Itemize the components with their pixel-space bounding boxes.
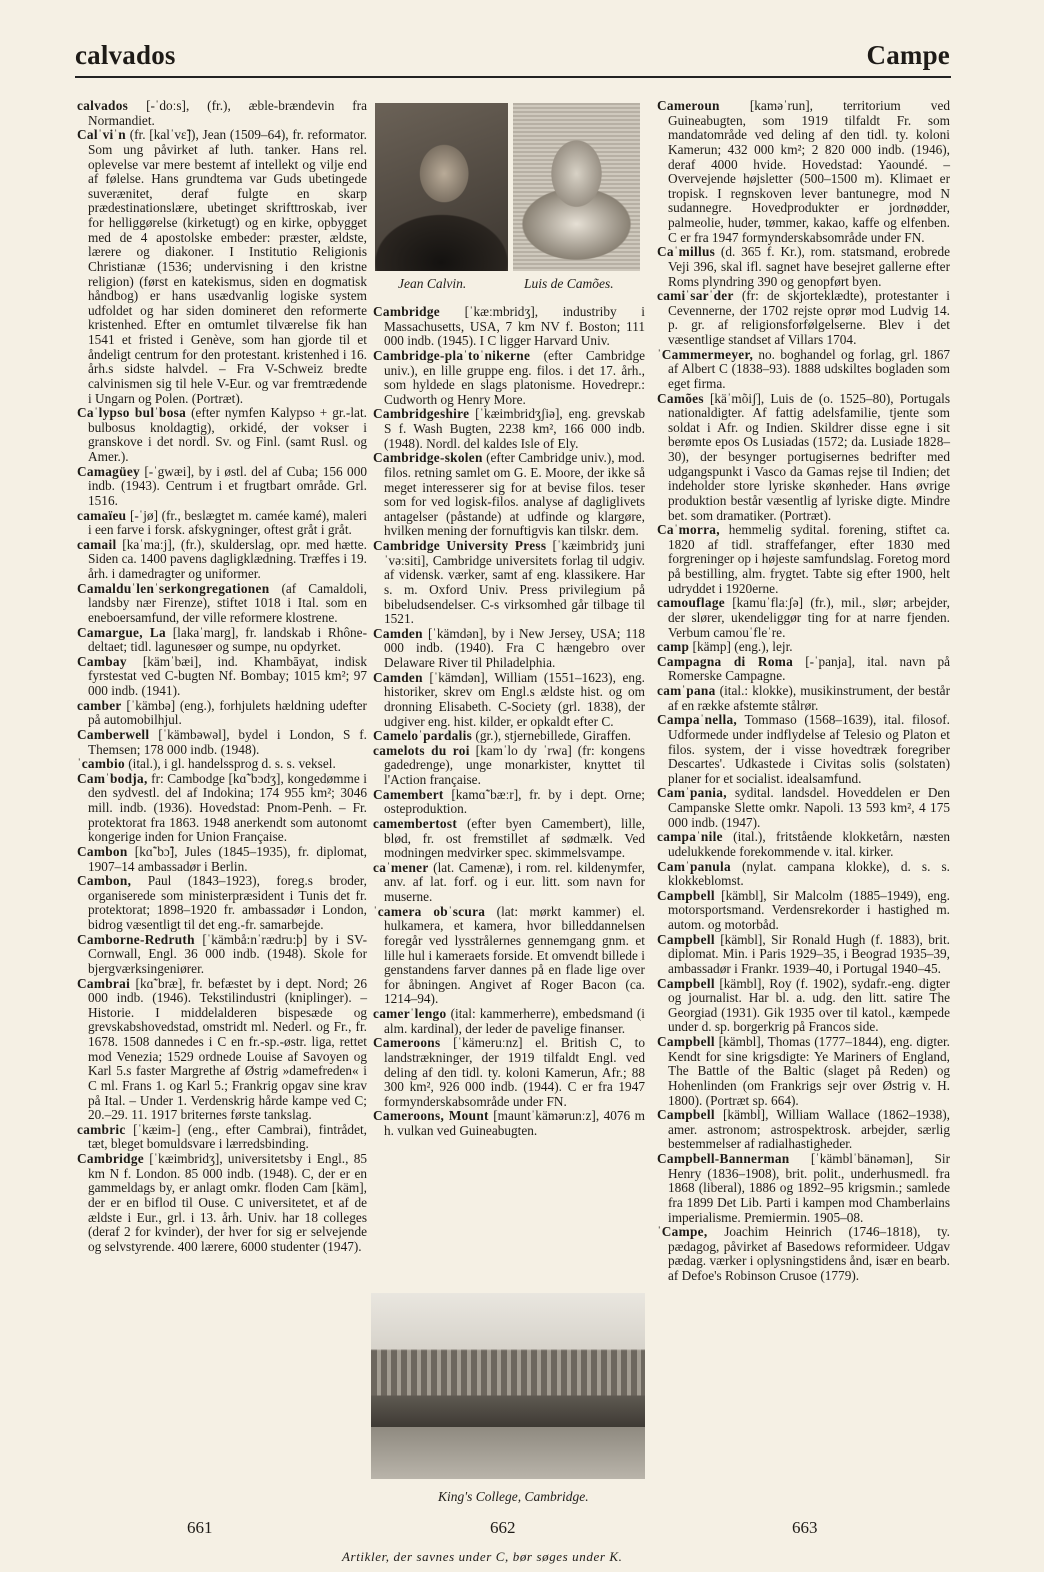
column-662	[373, 305, 645, 1139]
entry-text: [kɑ̃ˈbɔ̃], Jules (1845–1935), fr. diplomat, 1907–14 ambassadør i Berlin.	[88, 843, 367, 874]
headword: camiˈsarˈder	[657, 288, 734, 304]
page-number-661: 661	[187, 1518, 213, 1537]
entry-text: [ˈkämeruːnz] el. British C, to landstrækninger, der 1919 tilfaldt Engl. ved deling af den tidl. ty. koloni Kamerun, Afr.; 88 300 km², 926 000 indb. (1944). C er fra 1947 formynderskabsområde under FN.	[384, 1035, 645, 1109]
dictionary-entry	[657, 99, 950, 245]
dictionary-entry	[657, 1108, 950, 1152]
dictionary-entry	[657, 933, 950, 977]
dictionary-entry	[373, 627, 645, 671]
headword: campaˈnile	[657, 829, 723, 845]
dictionary-entry	[77, 99, 367, 128]
headword: Caˈlypso bulˈbosa	[77, 405, 187, 421]
entry-text: (ital.: klokke), musikinstrument, der består af en række afstemte stålrør.	[668, 683, 950, 713]
entry-text: [lakaˈmarg], fr. landskab i Rhône-deltaet; tidl. lagunesøer og sumpe, nu opdyrket.	[88, 624, 367, 655]
dictionary-entry	[373, 905, 645, 1007]
portrait-jean-calvin	[375, 103, 508, 271]
headword: Campbell	[657, 931, 715, 947]
headword: camelots du roi	[373, 742, 470, 758]
entry-text: [ˈkämbəwəl], bydel i London, S f. Themsen; 178 000 indb. (1948).	[88, 726, 367, 757]
entry-text: (ital: kammerherre), embedsmand (i alm. kardinal), der leder de pavelige finanser.	[384, 1006, 645, 1036]
entry-text: (lat. Camenæ), i rom. rel. kildenymfer, anv. af lat. forf. og i eur. litt. som navn for muserne.	[384, 859, 645, 904]
headword: Campagna di Roma	[657, 653, 794, 669]
entry-text: (af Camaldoli, landsby nær Firenze), stiftet 1018 i Ital. som en eneboersamfund, der ville reformere klostrene.	[88, 580, 367, 625]
entry-text: (ital.), fritstående klokketårn, næsten udelukkende forekommende v. ital. kirker.	[668, 829, 950, 859]
entry-text: [kamuˈflaːʃə] (fr.), mil., slør; arbejder, der slører, ukendeliggør ting for at narre fjenden. Verbum camouˈfleˈre.	[668, 595, 950, 640]
dictionary-entry	[373, 451, 645, 539]
portrait-luis-de-camoes	[513, 103, 640, 271]
headword: ˈCammermeyer,	[657, 346, 754, 362]
entry-text: [-ˈgwæi], by i østl. del af Cuba; 156 000 indb. (1943). Centrum i et frugtbart område. Grl. 1516.	[88, 463, 367, 508]
entry-text: Joachim Heinrich (1746–1818), ty. pædagog, påvirket af Basedows reformideer. Udgav pædag. værker i oplysningstidens ånd, især en bearb. af Defoe's Robinson Crusoe (1779).	[668, 1224, 950, 1283]
dictionary-entry	[373, 1109, 645, 1138]
dictionary-entry	[77, 845, 367, 874]
dictionary-entry	[373, 744, 645, 788]
dictionary-entry	[77, 977, 367, 1123]
dictionary-entry	[657, 786, 950, 830]
entry-text: (nylat. campana klokke), d. s. s. klokkeblomst.	[668, 858, 950, 889]
headword: camembertost	[373, 815, 458, 831]
headword: Cambridge University Press	[373, 538, 547, 553]
dictionary-entry	[373, 349, 645, 408]
caption-calvin: Jean Calvin.	[398, 276, 467, 291]
dictionary-entry	[77, 509, 367, 538]
entry-text: (efter Cambridge univ.), en lille gruppe eng. filos. i det 17. årh., som hyldede en slags platonisme. Hovedrepr.: Cudworth og Henry More.	[384, 347, 645, 407]
entry-text: hemmelig sydital. forening, stiftet ca. 1820 af tidl. straffefanger, efter 1830 med forgreninger op i højeste samfundslag. Foretog mord på bestilling, alm. frygtet. Tabte sig efter 1900, helt udryddet i 1920erne.	[668, 522, 950, 596]
headword: Camborne-Redruth	[77, 931, 195, 947]
headword: Campbell	[657, 1107, 715, 1123]
entry-text: sydital. landsdel. Hoveddelen er Den Campanske Slette omkr. Napoli. 13 593 km², 4 175 000 indb. (1947).	[668, 785, 950, 830]
entry-text: fr: Cambodge [kɑ̃ˈbɔdʒ], kongedømme i den sydvestl. del af Indokina; 174 955 km²; 3046 mill. indb. (1936). Hovedstad: Pnom-Penh. – Fr. protektorat fra 1863. 1948 anerkendt som autonomt kongerige inden for Union Française.	[88, 770, 367, 845]
entry-text: [mauntˈkämərunːz], 4076 m h. vulkan ved Guineabugten.	[384, 1108, 645, 1138]
dictionary-entry	[373, 1007, 645, 1036]
headword: Campaˈnella,	[657, 712, 738, 728]
dictionary-entry	[657, 596, 950, 640]
dictionary-entry	[77, 406, 367, 465]
headword: Camalduˈlenˈserkongregationen	[77, 580, 270, 596]
dictionary-entry	[657, 889, 950, 933]
entry-text: (d. 365 f. Kr.), rom. statsmand, erobrede Veji 396, skal ifl. sagnet have besejret gallerne efter Roms plyndring 390 og genopført byen.	[668, 244, 950, 289]
dictionary-entry	[77, 933, 367, 977]
dictionary-entry	[77, 655, 367, 699]
header-rule	[75, 76, 951, 78]
dictionary-entry	[77, 772, 367, 845]
entry-text: (efter byen Camembert), lille, blød, fr. ost fremstillet af sødmælk. Ved modningen medvirker spec. skimmelsvampe.	[384, 815, 645, 861]
dictionary-entry	[657, 289, 950, 348]
entry-text: [kamˈlo dy ˈrwa] (fr: kongens gadedrenge), unge monarkister, knyttet til l'Action française.	[384, 742, 645, 787]
entry-text: [käˈmõiʃ], Luis de (o. 1525–80), Portugals nationaldigter. Af fattig adelsfamilie, tjente som soldat i Afr. og Indien. Skildrer disse egne i sit berømte epos Os Lusiadas (1572; da. Lusiade 1828–30), der besynger portugisernes bedrifter med udgangspunkt i Vasco da Gamas rejse til Indien; det indeholder store lyriske skønheder. Hans øvrige produktion består væsentlig af lyriske digte. Mindre bet. som dramatiker. (Portræt).	[668, 390, 950, 523]
page-number-663: 663	[792, 1518, 818, 1537]
headword: Cameroun	[657, 98, 720, 113]
headword: Cambay	[77, 653, 127, 669]
headword: camaïeu	[77, 507, 127, 523]
photo-kings-college	[371, 1293, 645, 1479]
page-number-662: 662	[490, 1518, 516, 1537]
headword: Cambridge	[373, 304, 440, 319]
headword: Cambridgeshire	[373, 406, 470, 422]
headword: Camembert	[373, 786, 444, 802]
dictionary-entry	[77, 1152, 367, 1254]
headword: Camberwell	[77, 726, 150, 742]
headword: Caˈmillus	[657, 244, 716, 260]
dictionary-entry	[657, 977, 950, 1036]
entry-text: (gr.), stjernebillede, Giraffen.	[472, 728, 631, 744]
entry-text: [-ˈjø] (fr., beslægtet m. camée kamé), maleri i een farve i forsk. afskygninger, oftest gråt i gråt.	[88, 507, 367, 538]
dictionary-entry	[657, 830, 950, 859]
entry-text: [kämbl], Sir Malcolm (1885–1949), eng. motorsportsmand. Verdensrekorder i hastighed m. autom. og motorbåd.	[668, 887, 950, 932]
headword: Cameroons	[373, 1035, 441, 1051]
dictionary-entry	[373, 729, 645, 744]
headword: Campbell	[657, 1034, 715, 1049]
dictionary-entry	[373, 861, 645, 905]
headword: ˈcambio	[77, 756, 125, 772]
headword: Caˈmorra,	[657, 522, 720, 538]
dictionary-entry	[77, 699, 367, 728]
entry-text: [kaˈmaːj], (fr.), skulderslag, opr. med hætte. Siden ca. 1400 pavens dagligklædning. Træffes i 19. årh. i damedragter og uniformer.	[88, 536, 367, 581]
headword: Cambridge-skolen	[373, 450, 483, 466]
entry-text: [-ˈpanja], ital. navn på Romerske Campagne.	[668, 653, 950, 684]
caption-kings-college: King's College, Cambridge.	[438, 1489, 589, 1504]
headword: cambric	[77, 1121, 126, 1137]
entry-text: [ˈkämbə] (eng.), forhjulets hældning udefter på automobilhjul.	[88, 697, 367, 728]
headword: Camden	[373, 669, 423, 685]
dictionary-entry	[77, 626, 367, 655]
headword: camˈpana	[657, 683, 716, 698]
headword: camp	[657, 639, 690, 655]
headword: Camˈbodja,	[77, 770, 148, 786]
headword: Campbell	[657, 887, 715, 903]
dictionary-entry	[657, 655, 950, 684]
dictionary-entry	[77, 582, 367, 626]
headword: Cambrai	[77, 975, 131, 991]
headword: Cambridge-plaˈtoˈnikerne	[373, 347, 531, 363]
dictionary-entry	[373, 1036, 645, 1109]
entry-text: (ital.), i gl. handelssprog d. s. s. veksel.	[124, 756, 336, 772]
entry-text: [kämˈbæi], ind. Khambāyat, indisk fyrstestat ved C-bugten Nf. Bombay; 1015 km²; 97 000 indb. (1941).	[88, 653, 367, 698]
dictionary-entry	[657, 1225, 950, 1284]
headword: ˈCampe,	[657, 1224, 708, 1240]
headword: Camões	[657, 390, 704, 406]
headword: Cambon	[77, 843, 128, 859]
entry-text: [-ˈdoːs], (fr.), æble-brændevin fra Normandiet.	[88, 98, 367, 128]
dictionary-entry	[373, 305, 645, 349]
headword: camber	[77, 697, 122, 713]
entry-text: (efter Cambridge univ.), mod. filos. retning samlet om G. E. Moore, der ikke så meget interesserer sig for at bevise filos. teser som for ved logisk-filos. analyse af dagliglivets antagelser (påstande) at udfinde og klargøre, hvilken mening der fornuftigvis kan tilskr. dem.	[384, 450, 645, 539]
dictionary-entry	[77, 874, 367, 933]
headword: Campbell	[657, 975, 715, 991]
entry-text: [kämbl], William Wallace (1862–1938), amer. astronom; astrospektrosk. arbejder, særlig bestemmelser af radialhastigheder.	[668, 1107, 950, 1152]
headword: calvados	[77, 98, 129, 113]
entry-text: [ˈkæim-] (eng., efter Cambrai), fintrådet, tæt, bleget bomuldsvare i lærredsbinding.	[88, 1121, 367, 1152]
entry-text: Tommaso (1568–1639), ital. filosof. Udformede under indflydelse af Telesio og Platon et filos. system, der i visse hovedtræk foregriber Descartes'. Udkastede i Civitas solis (solstaten) planer for et socialist. idealsamfund.	[668, 712, 950, 786]
caption-camoes: Luis de Camões.	[524, 276, 614, 291]
entry-text: [ˈkämdən], William (1551–1623), eng. historiker, skrev om Engl.s ældste hist. og om dronning Elisabeth. C-Society (grl. 1838), der udgiver eng. hist. kilder, er opkaldt efter C.	[384, 669, 645, 729]
headword: camail	[77, 536, 117, 552]
dictionary-entry	[657, 860, 950, 889]
dictionary-entry	[77, 538, 367, 582]
headword: ˈcamera obˈscura	[373, 903, 486, 919]
dictionary-entry	[657, 640, 950, 655]
entry-text: [kämbl], Roy (f. 1902), sydafr.-eng. digter og journalist. Har bl. a. udg. den litt. satire The Georgiad (1931). Gik 1935 over til katol., kæmpede under d. sp. borgerkrig på Francos side.	[668, 975, 950, 1035]
dictionary-entry	[657, 1152, 950, 1225]
entry-text: [ˈkämdən], by i New Jersey, USA; 118 000 indb. (1940). Fra C hængebro over Delaware River til Philadelphia.	[384, 625, 645, 670]
dictionary-entry	[373, 671, 645, 730]
entry-text: [kaməˈrun], territorium ved Guineabugten, som 1919 tilfaldt Fr. som mandatområde ved deling af den tidl. ty. koloni Kamerun; 432 000 km²; 2 820 000 indb. (1946), deraf 4000 hvide. Hovedstad: Yaoundé. – Overvejende højsletter (500–1500 m). Klimaet er tropisk. I regnskoven lever bantunegre, mod N sudannegre. Hovedprodukter er jordnødder, palmeolie, huder, tømmer, kakao, kaffe og elfenben. C er fra 1947 formynderskabsområde under FN.	[668, 98, 950, 245]
entry-text: [kämbl], Thomas (1777–1844), eng. digter. Kendt for sine krigsdigte: Ye Mariners of England, The Battle of the Baltic (slaget på Reden) og Hohenlinden (om Frankrigs sejr over Østrig v. H. 1800). (Portræt sp. 664).	[668, 1034, 950, 1108]
dictionary-entry	[77, 728, 367, 757]
dictionary-entry	[657, 1035, 950, 1108]
headword: Cameroons, Mount	[373, 1108, 489, 1124]
running-head-left: calvados	[75, 40, 176, 70]
dictionary-entry	[77, 128, 367, 406]
entry-text: no. boghandel og forlag, grl. 1867 af Albert C (1838–93). 1888 udskiltes bogladen som eget firma.	[668, 346, 950, 391]
dictionary-entry	[373, 539, 645, 627]
dictionary-entry	[657, 392, 950, 524]
dictionary-entry	[657, 713, 950, 786]
dictionary-entry	[657, 523, 950, 596]
entry-text: (efter nymfen Kalypso + gr.-lat. bulbosus knoldagtig), orkidé, der vokser i granskove i det nordl. Sv. og Finl. (samt Rusl. og Amer.).	[88, 405, 367, 464]
dictionary-entry	[657, 245, 950, 289]
dictionary-entry	[77, 465, 367, 509]
entry-text: [ˈkämbå:nˈrædru:þ] by i SV-Cornwall, Engl. 36 000 indb. (1948). Skole for bjergværksingeniører.	[88, 931, 367, 976]
headword: Cambon,	[77, 873, 132, 889]
column-661	[77, 99, 367, 1254]
entry-text: [ˈkæːmbridʒ], industriby i Massachusetts, USA, 7 km NV f. Boston; 111 000 indb. (1945). I C ligger Harvard Univ.	[384, 304, 645, 349]
headword: Camagüey	[77, 463, 140, 479]
column-663	[657, 99, 950, 1284]
headword: Camˈpanula	[657, 858, 731, 874]
dictionary-entry	[373, 407, 645, 451]
entry-text: [ˈkæimbridʒ], universitetsby i Engl., 85 km N f. London. 85 000 indb. (1948). C, der er en gammeldags by, er anlagt omkr. floden Cam [käm], der er en biflod til Ouse. C universitetet, et af de ældste i Eur., grl. i 13. årh. Univ. har 18 colleges (deraf 2 for kvinder), der hver for sig er selvejende og selvstyrende. 400 lærere, 6000 studenter (1947).	[88, 1151, 367, 1254]
footnote: Artikler, der savnes under C, bør søges under K.	[342, 1549, 623, 1564]
dictionary-entry	[657, 684, 950, 713]
dictionary-entry	[373, 817, 645, 861]
headword: Camˈpania,	[657, 785, 727, 801]
headword: Cambridge	[77, 1151, 144, 1166]
entry-text: [kɑ̃ˈbræ], fr. befæstet by i dept. Nord; 26 000 indb. (1946). Tekstilindustri (kniplinger). – Historie. I middelalderen bispesæde og grevskabshovedstad, omstridt ml. Nederl. og Fr., fr. 1678. 1508 dannedes i C en fr.-sp.-østr. liga, rettet mod Venezia; 1529 ordnede Louise af Savoyen og Karl 5.s faster Margrethe af Østrig »damefreden« i C ml. Frans 1. og Karl 5.; Frankrig opgav sine krav på Ital. – Under 1. Verdenskrig hårde kampe ved C; 20.–29. 11. 1917 briternes første tankslag.	[88, 975, 367, 1123]
running-head-right: Campe	[866, 40, 950, 70]
headword: camouflage	[657, 595, 725, 611]
dictionary-entry	[657, 348, 950, 392]
entry-text: Paul (1843–1923), foreg.s broder, organiserede som ministerpræsident i Tunis det fr. protektorat; 1898–1920 fr. ambassadør i London, bidrog væsentligt til det eng.-fr. samarbejde.	[88, 873, 367, 932]
entry-text: [kämp] (eng.), lejr.	[689, 639, 793, 655]
entry-text: [kamɑ̃ˈbæːr], fr. by i dept. Orne; osteproduktion.	[384, 786, 645, 817]
headword: Camden	[373, 625, 423, 641]
entry-text: [ˈkæimbridʒʃiə], eng. grevskab S f. Wash Bugten, 2238 km², 166 000 indb. (1948). Nordl. del kaldes Isle of Ely.	[384, 406, 645, 451]
entry-text: (fr: de skjorteklædte), protestanter i Cevennerne, der 1702 rejste oprør mod Ludvig 14. p. gr. af religionsforfølgelserne. Blev i det væsentlige standset af Villars 1704.	[668, 288, 950, 347]
entry-text: (lat: mørkt kammer) el. hulkamera, et kamera, hvor billeddannelsen foregår ved lysstrålernes gennemgang gnm. et lille hul i kameraets forside. Et omvendt billede i genstandens farver dannes på en flade lige over for åbningen. Angivet af Roger Bacon (ca. 1214–94).	[384, 903, 646, 1007]
headword: Calˈviˈn	[77, 127, 126, 143]
dictionary-entry	[77, 757, 367, 772]
dictionary-entry	[77, 1123, 367, 1152]
headword: Cameloˈpardalis	[373, 728, 473, 744]
entry-text: (fr. [kalˈvɛ̃]), Jean (1509–64), fr. reformator. Som ung påvirket af luth. tanker. Hans rel. oplevelse var mere bestemt af intellekt og vilje end af følelse. Hans grundtema var Guds ubetingede suverænitet, deraf fulgte en skarp prædestinationslære, ubetinget skrifttroskab, iver for helliggørelse (kirketugt) og en kirke, opbygget med de 4 apostolske embeder: præster, ældste, lærere og diakoner. I Institutio Religionis Christianæ (1536; undervisning i den kristne religion) (først en katekismus, siden en dogmatisk håndbog) er hans usædvanlig logiske system udfoldet og har siden domineret den reformerte kristenhed. Efter en omtumlet tilværelse fik han 1541 et fristed i Genève, som han gjorde til et åndeligt centrum for den protestant. kristenhed i 16. årh.s sidste halvdel. – Fra V-Schweiz bredte calvinismen sig til hele V-Eur. og var fremtrædende i Ungarn og Polen. (Portræt).	[88, 127, 367, 406]
headword: Camargue, La	[77, 624, 166, 640]
entry-text: [kämbl], Sir Ronald Hugh (f. 1883), brit. diplomat. Min. i Paris 1929–35, i Beograd 1935–39, ambassadør i Frankr. 1939–40, i Portugal 1940–45.	[668, 931, 950, 976]
headword: caˈmener	[373, 859, 429, 875]
entry-text: [ˈkämblˈbänəmən], Sir Henry (1836–1908), brit. polit., underhusmedl. fra 1868 (liberal), 1886 og 1892–95 krigsmin.; samlede fra 1899 Det Lib. Parti i kampen mod Chamberlains imperialisme. Premiermin. 1905–08.	[668, 1151, 950, 1225]
headword: Campbell-Bannerman	[657, 1151, 790, 1166]
dictionary-entry	[373, 788, 645, 817]
headword: camerˈlengo	[373, 1006, 447, 1021]
entry-text: [ˈkæimbridʒ juniˈvəːsiti], Cambridge universitets forlag til udgiv. af vidensk. værker, samt af eng. klassikere. Har s. m. Oxford Univ. Press privilegium på bibeludsendelser. C-s virksomhed går tilbage til 1521.	[384, 538, 645, 627]
